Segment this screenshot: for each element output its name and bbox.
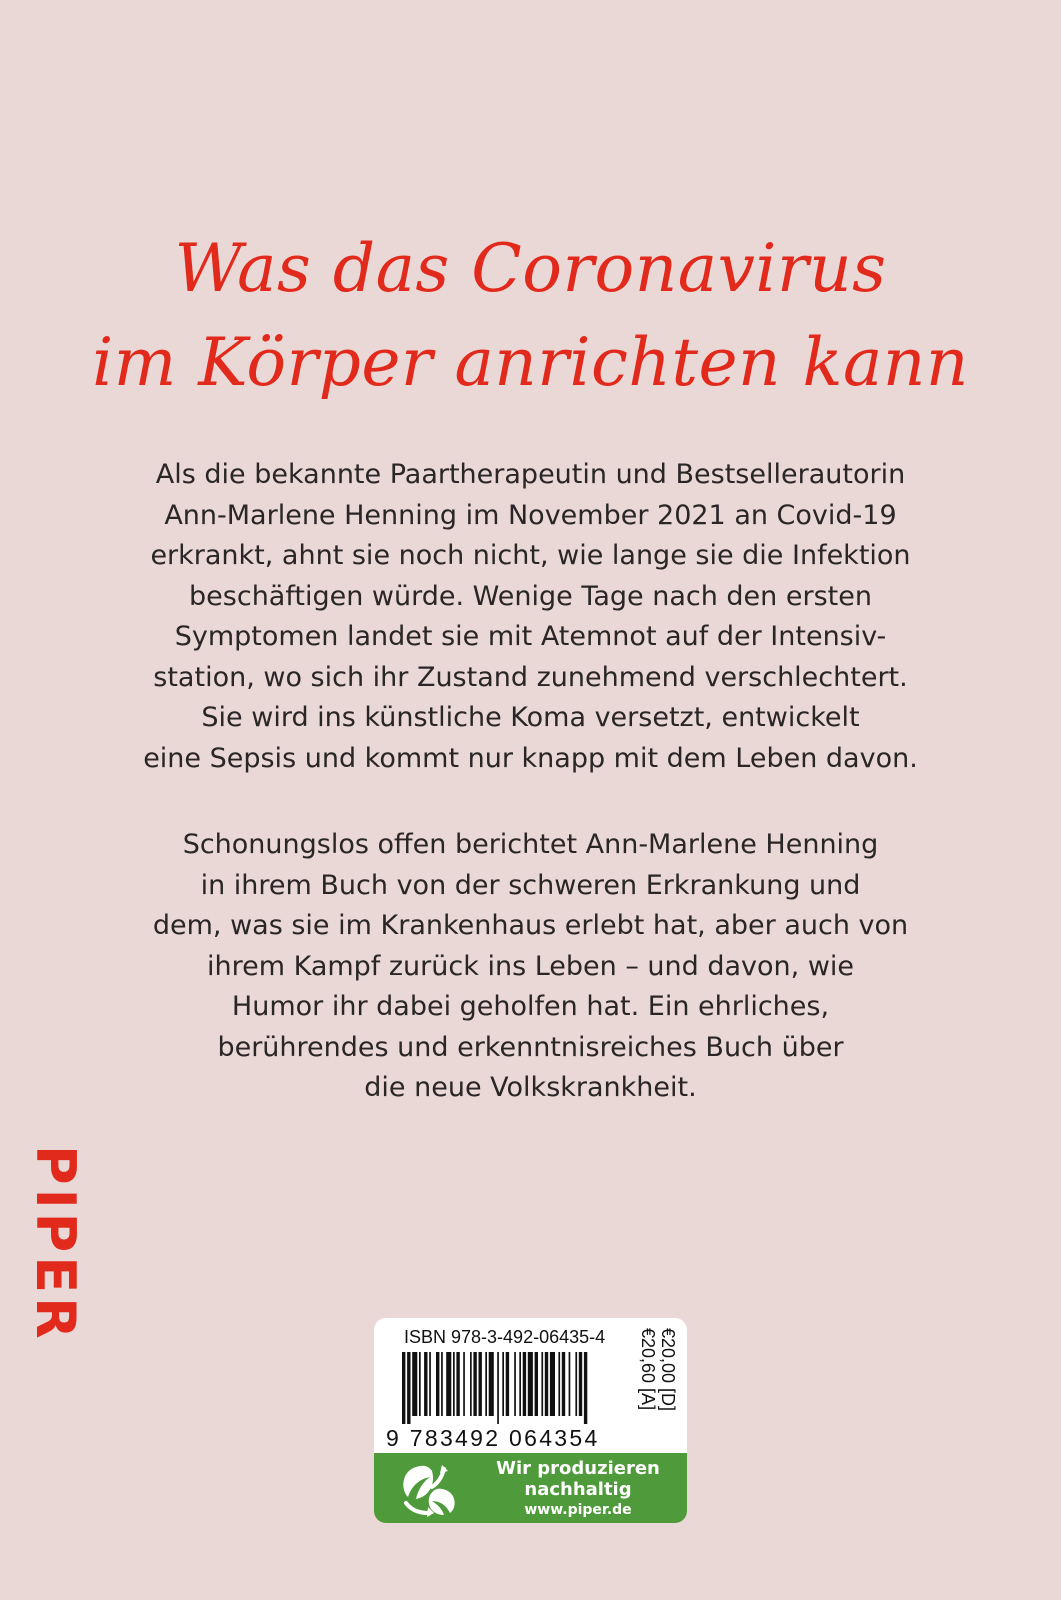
barcode-bar [424,1352,427,1416]
barcode-bar [441,1352,443,1416]
barcode-bar [436,1352,439,1416]
barcode-bar [485,1352,487,1416]
barcode-bar [545,1352,548,1416]
barcode-bar [523,1352,526,1416]
blurb-line: Als die bekannte Paartherapeutin und Bestsellerautorin [155,459,906,490]
recycle-leaf-icon [398,1461,460,1517]
blurb-paragraph-1 [60,455,1001,779]
barcode-bar [550,1352,555,1416]
blurb-line: station, wo sich ihr Zustand zunehmend verschlechtert. [153,661,908,693]
barcode-bar [575,1352,577,1416]
eco-badge-line-1: Wir produzieren [496,1458,660,1479]
barcode-bar [479,1352,482,1416]
blurb-line: eine Sepsis und kommt nur knapp mit dem Leben davon. [143,742,918,774]
barcode-bar [541,1352,543,1416]
price-germany: €20,00 [D] [658,1328,678,1412]
blurb-paragraph-2 [60,825,1001,1109]
barcode-bar [528,1352,533,1416]
blurb-line: Symptomen landet sie mit Atemnot auf der Intensiv- [174,621,887,652]
barcode-bar [506,1352,509,1416]
blurb-line: Sie wird ins künstliche Koma versetzt, entwickelt [201,702,860,733]
piper-logo [24,1145,87,1343]
barcode-bar [419,1352,421,1416]
blurb-line: ihrem Kampf zurück ins Leben – und davon, wie [206,950,855,982]
blurb-line: dem, was sie im Krankenhaus erlebt hat, aber auch von [152,910,909,941]
barcode-bar [558,1352,560,1416]
barcode-bar [429,1352,431,1416]
barcode-bar [519,1352,521,1416]
barcode-bar [412,1352,417,1416]
blurb-line: berührendes und erkenntnisreiches Buch über [217,1031,844,1063]
headline [0,222,1061,410]
eco-badge [374,1453,687,1523]
blurb-line: Schonungslos offen berichtet Ann-Marlene Henning [182,829,879,860]
barcode-icon [402,1352,632,1424]
barcode-number: 9 783492 064354 [386,1425,600,1451]
blurb-line: in ihrem Buch von der schweren Erkrankung und [200,869,861,901]
barcode-bar [562,1352,565,1416]
blurb-line: erkrankt, ahnt sie noch nicht, wie lange sie die Infektion [150,540,911,571]
headline-line-1: Was das Coronavirus [174,230,887,307]
barcode-bar [463,1352,465,1416]
barcode-bar [489,1352,494,1416]
barcode-bar [502,1352,504,1416]
price-austria: €20,60 [A] [638,1328,658,1411]
blurb-line: beschäftigen würde. Wenige Tage nach den ersten [189,580,872,612]
barcode-bar [497,1352,499,1424]
barcode-bar [569,1352,571,1416]
price-block [638,1328,682,1438]
eco-badge-url[interactable]: www.piper.de [524,1502,632,1518]
barcode-bar [584,1352,587,1424]
barcode-bar [514,1352,516,1416]
barcode-bar [407,1352,410,1424]
barcode-bar [473,1352,476,1416]
barcode-bar [456,1352,459,1416]
barcode-bar [453,1352,455,1416]
barcode-label [374,1318,687,1523]
blurb-line: Ann-Marlene Henning im November 2021 an Covid-19 [164,499,897,531]
headline-line-2: im Körper anrichten kann [92,324,969,401]
blurb-line: die neue Volkskrankheit. [364,1072,697,1103]
barcode-bar [446,1352,451,1416]
isbn-text: ISBN 978-3-492-06435-4 [404,1327,606,1347]
piper-logo-text: PIPER [24,1145,87,1343]
eco-badge-line-2: nachhaltig [524,1479,632,1500]
barcode-bar [470,1352,472,1416]
blurb-line: Humor ihr dabei geholfen hat. Ein ehrliches, [231,991,830,1022]
barcode-bar [402,1352,405,1424]
eco-badge-text [472,1458,684,1521]
barcode-bar [579,1352,582,1416]
barcode-bar [535,1352,538,1416]
